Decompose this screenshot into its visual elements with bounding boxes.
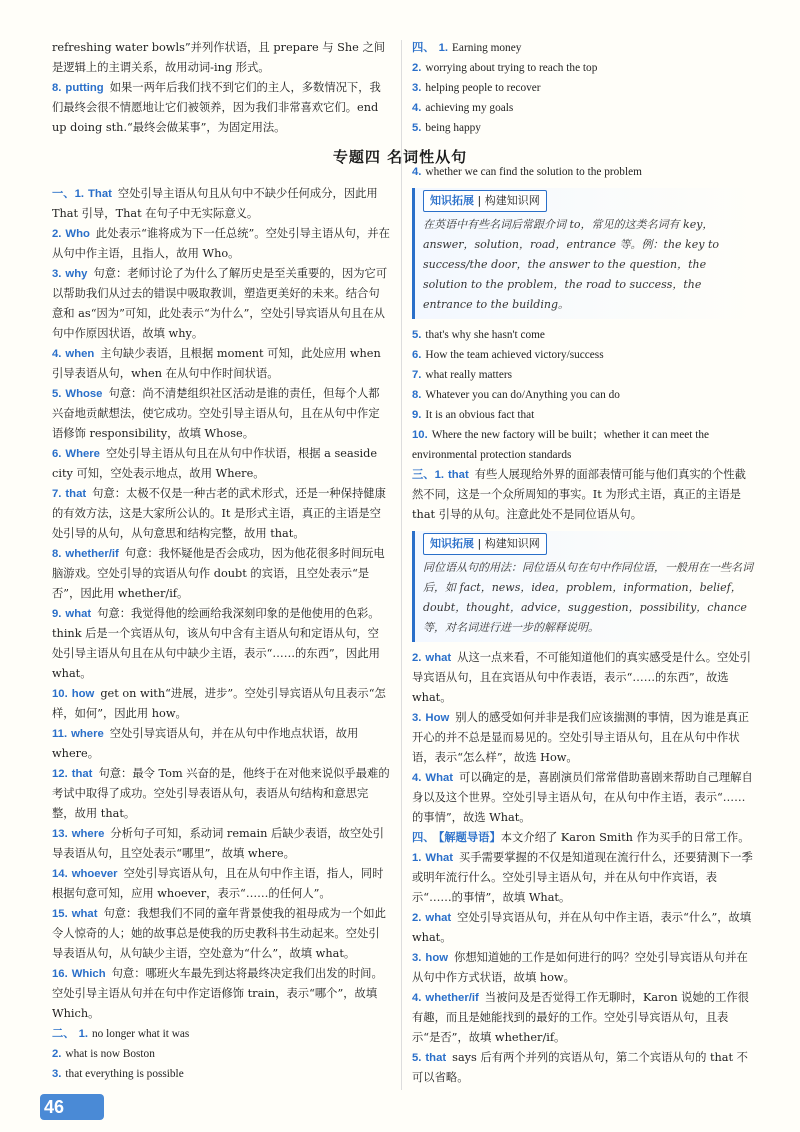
left-answer-text: 空处引导主语从句且在从句中作状语，根据 a seaside city 可知，空处表示地点，故用 Where。 bbox=[52, 447, 378, 480]
left-answer-text: 句意：我想我们不同的童年背景使我的祖母成为一个如此令人惊奇的人；她的故事总是使我的历史教科书生动起来。空处引导表语从句，从句缺少主语，空处意为“什么”，故填 what。 bbox=[52, 907, 386, 960]
top-left-item-8: 8. putting 如果一两年后我们找不到它们的主人，多数情况下，我们最终会很不情愿地让它们被领养，因为我们非常喜欢它们。end up doing sth.“最终会做某事”，为固定用法。 bbox=[52, 81, 381, 134]
part3-answer-text: 别人的感受如何并非是我们应该揣测的事情，因为谁是真正开心的并不总是显而易见的。空处引导主语从句，且在从句中作状语，表示“怎么样”，故选 How。 bbox=[412, 711, 750, 764]
left-answer-number: 13. bbox=[52, 828, 68, 840]
part4-answer-number: 5. bbox=[412, 1052, 422, 1064]
left-answer-12 bbox=[52, 764, 390, 824]
left-answer-list bbox=[52, 184, 390, 1024]
left-answer-text: 句意：最令 Tom 兴奋的是，他终于在对他来说似乎最难的考试中取得了成功。空处引导表语从句，表语从句结构和意思完整，故用 that。 bbox=[52, 767, 390, 820]
left-answer-number: 14. bbox=[52, 868, 68, 880]
right-answer-5 bbox=[412, 405, 754, 425]
left-answer-number: 6. bbox=[52, 448, 62, 460]
top-left-continuation: refreshing water bowls”并列作状语，且 prepare 与 She 之间是逻辑上的主谓关系，故用动词-ing 形式。 bbox=[52, 41, 386, 74]
right-answer-list bbox=[412, 325, 754, 465]
left-answer-answer: why bbox=[65, 268, 88, 280]
knowledge-box-1-body: 在英语中有些名词后常跟介词 to，常见的这类名词有 key，answer，solution，road，entrance 等。例：the key to success/the door，the answer to the question，the solution to the problem，the road to success，the entrance to the building。 bbox=[423, 218, 719, 311]
left-answer-answer: what bbox=[71, 908, 98, 920]
part4-answer-3 bbox=[412, 948, 754, 988]
left-answer-answer: Who bbox=[65, 228, 90, 240]
left-answer-1 bbox=[52, 184, 390, 224]
column-divider bbox=[401, 40, 402, 1090]
part4-answer-answer: how bbox=[425, 952, 449, 964]
part4-answer-answer: what bbox=[425, 912, 452, 924]
right-answer-number: 10. bbox=[412, 429, 428, 441]
part4-answer-answer: What bbox=[425, 852, 454, 864]
left-answer-answer: Whose bbox=[65, 388, 103, 400]
left-answer-number: 10. bbox=[52, 688, 68, 700]
part4-answer-answer: whether/if bbox=[425, 992, 479, 1004]
part4-answer-text: 当被问及是否觉得工作无聊时，Karon 说她的工作很有趣，而且是她能找到的最好的工作。空处引导宾语从句，且表示“是否”，故填 whether/if。 bbox=[412, 991, 749, 1044]
left-answer-answer: when bbox=[65, 348, 95, 360]
part2-item-3: 3. that everything is possible bbox=[52, 1068, 184, 1080]
part2-item-1: 二、 1. no longer what it was bbox=[52, 1028, 190, 1040]
left-answer-answer: where bbox=[71, 728, 104, 740]
left-answer-number: 2. bbox=[52, 228, 62, 240]
left-answer-number: 15. bbox=[52, 908, 68, 920]
left-answer-text: 句意：老师讨论了为什么了解历史是至关重要的，因为它可以帮助我们从过去的错误中吸取教训，塑造更美好的未来。结合句意和 as“因为”可知，此处表示“为什么”，空处引导宾语从句且在从句中作原因状语，故填 why。 bbox=[52, 267, 388, 340]
part4-answer-number: 1. bbox=[412, 852, 422, 864]
left-answer-text: get on with“进展，进步”。空处引导宾语从句且表示“怎样，如何”，因此用 how。 bbox=[52, 687, 386, 720]
page-number-badge bbox=[40, 1094, 104, 1120]
left-answer-answer: how bbox=[71, 688, 95, 700]
part3-answer-number: 4. bbox=[412, 772, 422, 784]
knowledge-box-2 bbox=[412, 531, 754, 642]
right-item-4: 4. whether we can find the solution to the problem bbox=[412, 166, 642, 178]
left-answer-7 bbox=[52, 484, 390, 544]
left-answer-answer: whoever bbox=[71, 868, 118, 880]
left-answer-answer: Where bbox=[65, 448, 100, 460]
right-answer-text: It is an obvious fact that bbox=[425, 409, 535, 421]
left-answer-6 bbox=[52, 444, 390, 484]
left-answer-answer: whether/if bbox=[65, 548, 119, 560]
knowledge-box-1-title: 知识拓展 | 构建知识网 bbox=[423, 190, 547, 212]
part4-answer-text: 你想知道她的工作是如何进行的吗？空处引导宾语从句并在从句中作方式状语，故填 how。 bbox=[412, 951, 748, 984]
left-answer-16 bbox=[52, 964, 390, 1024]
right-answer-text: How the team achieved victory/success bbox=[425, 349, 604, 361]
left-answer-number: 3. bbox=[52, 268, 62, 280]
left-answer-text: 主句缺少表语，且根据 moment 可知，此处应用 when 引导表语从句，when 在从句中作时间状语。 bbox=[52, 347, 381, 380]
page-number: 46 bbox=[44, 1096, 65, 1117]
right-answer-6 bbox=[412, 425, 754, 465]
part3-answer-text: 可以确定的是，喜剧演员们常常借助喜剧来帮助自己理解自身以及这个世界。空处引导主语从句，在从句中作主语，表示“……的事情”，故选 What。 bbox=[412, 771, 753, 824]
left-answer-5 bbox=[52, 384, 390, 444]
left-answer-15 bbox=[52, 904, 390, 964]
left-answer-text: 分析句子可知，系动词 remain 后缺少表语，故空处引导表语从句，且空处表示“哪里”，故填 where。 bbox=[52, 827, 384, 860]
part3-answer-2 bbox=[412, 708, 754, 768]
left-answer-answer: that bbox=[65, 488, 87, 500]
right-answer-2 bbox=[412, 345, 754, 365]
left-answer-text: 此处表示“谁将成为下一任总统”。空处引导主语从句，并在从句中作主语，且指人，故用 Who。 bbox=[52, 227, 390, 260]
section-title: 专题四 名词性从句 bbox=[332, 148, 468, 166]
right-answer-text: Where the new factory will be built；whether it can meet the environmental protection standards bbox=[412, 429, 710, 461]
left-answer-13 bbox=[52, 824, 390, 864]
left-answer-answer: that bbox=[71, 768, 93, 780]
left-answer-text: 空处引导宾语从句，并在从句中作地点状语，故用 where。 bbox=[52, 727, 359, 760]
part4-answer-text: 买手需要掌握的不仅是知道现在流行什么，还要猜测下一季或明年流行什么。空处引导主语从句，并在从句中作宾语，表示“……的事情”，故填 What。 bbox=[412, 851, 753, 904]
left-answer-text: 句意：我怀疑他是否会成功，因为他花很多时间玩电脑游戏。空处引导的宾语从句作 doubt 的宾语，且空处表示“是否”，因此用 whether/if。 bbox=[52, 547, 385, 600]
part4-top-item-1: 四、 1. Earning money bbox=[412, 42, 522, 54]
part2-item-2: 2. what is now Boston bbox=[52, 1048, 155, 1060]
part3-answer-number: 3. bbox=[412, 712, 422, 724]
part3-answer-3 bbox=[412, 768, 754, 828]
right-answer-text: that's why she hasn't come bbox=[425, 329, 545, 341]
part4-answer-text: says 后有两个并列的宾语从句，第二个宾语从句的 that 不可以省略。 bbox=[412, 1051, 748, 1084]
part4-answer-number: 3. bbox=[412, 952, 422, 964]
part3-item-1: 三、1. that 有些人展现给外界的面部表情可能与他们真实的个性截然不同，这是一个众所周知的事实。It 为形式主语，真正的主语是 that 引导的从句。注意此处不是同位语从句。 bbox=[412, 468, 746, 521]
part4-answer-number: 4. bbox=[412, 992, 422, 1004]
left-answer-number: 一、1. bbox=[52, 188, 85, 200]
left-answer-number: 4. bbox=[52, 348, 62, 360]
part3-answer-1 bbox=[412, 648, 754, 708]
right-answer-number: 7. bbox=[412, 369, 422, 381]
part4-answer-number: 2. bbox=[412, 912, 422, 924]
left-answer-8 bbox=[52, 544, 390, 604]
left-answer-answer: That bbox=[88, 188, 112, 200]
left-answer-11 bbox=[52, 724, 390, 764]
part4-answer-answer: that bbox=[425, 1052, 447, 1064]
part4-answer-list bbox=[412, 848, 754, 1088]
left-answer-9 bbox=[52, 604, 390, 684]
part3-answer-text: 从这一点来看，不可能知道他们的真实感受是什么。空处引导宾语从句，且在宾语从句中作表语，表示“……的东西”，故选 what。 bbox=[412, 651, 751, 704]
part4-top-item-3: 3. helping people to recover bbox=[412, 82, 541, 94]
left-answer-text: 空处引导主语从句且从句中不缺少任何成分，因此用 That 引导，That 在句子中无实际意义。 bbox=[52, 187, 378, 220]
left-answer-text: 句意：我觉得他的绘画给我深刻印象的是他使用的色彩。think 后是一个宾语从句，该从句中含有主语从句和定语从句，空处引导主语从句且在从句中缺少主语，表示“……的东西”，因此用 what。 bbox=[52, 607, 380, 680]
part4-top-item-4: 4. achieving my goals bbox=[412, 102, 514, 114]
left-column bbox=[52, 38, 390, 1084]
right-answer-3 bbox=[412, 365, 754, 385]
left-answer-number: 7. bbox=[52, 488, 62, 500]
right-answer-number: 9. bbox=[412, 409, 422, 421]
part4-answer-2 bbox=[412, 908, 754, 948]
left-answer-2 bbox=[52, 224, 390, 264]
part3-answer-answer: What bbox=[425, 772, 454, 784]
right-answer-number: 5. bbox=[412, 329, 422, 341]
part4-answer-5 bbox=[412, 1048, 754, 1088]
left-answer-text: 空处引导宾语从句，且在从句中作主语，指人，同时根据句意可知，应用 whoever，表示“……的任何人”。 bbox=[52, 867, 384, 900]
left-answer-answer: Which bbox=[71, 968, 106, 980]
right-column bbox=[412, 38, 754, 1088]
left-answer-text: 句意：哪班火车最先到达将最终决定我们出发的时间。空处引导主语从句并在句中作定语修饰 train，表示“哪个”，故填 Which。 bbox=[52, 967, 383, 1020]
left-answer-number: 5. bbox=[52, 388, 62, 400]
part4-top-item-2: 2. worrying about trying to reach the top bbox=[412, 62, 598, 74]
right-answer-1 bbox=[412, 325, 754, 345]
left-answer-text: 句意：尚不清楚组织社区活动是谁的责任，但每个人都兴奋地贡献想法，使它成功。空处引导主语从句，且在从句中作定语修饰 responsibility，故填 Whose。 bbox=[52, 387, 380, 440]
left-answer-answer: where bbox=[71, 828, 105, 840]
right-answer-4 bbox=[412, 385, 754, 405]
left-answer-number: 16. bbox=[52, 968, 68, 980]
left-answer-number: 9. bbox=[52, 608, 62, 620]
part3-answer-number: 2. bbox=[412, 652, 422, 664]
left-answer-14 bbox=[52, 864, 390, 904]
left-answer-4 bbox=[52, 344, 390, 384]
left-answer-3 bbox=[52, 264, 390, 344]
right-answer-text: what really matters bbox=[425, 369, 512, 381]
part4-answer-text: 空处引导宾语从句，并在从句中作主语，表示“什么”，故填 what。 bbox=[412, 911, 752, 944]
left-answer-text: 句意：太极不仅是一种古老的武术形式，还是一种保持健康的有效方法，这是大家所公认的。It 是形式主语，真正的主语是空处引导的从句，从句意思和结构完整，故用 that。 bbox=[52, 487, 386, 540]
part4-top-item-5: 5. being happy bbox=[412, 122, 481, 134]
knowledge-box-1 bbox=[412, 188, 754, 319]
left-answer-number: 8. bbox=[52, 548, 62, 560]
right-answer-number: 6. bbox=[412, 349, 422, 361]
part3-answer-list bbox=[412, 648, 754, 828]
part4-answer-1 bbox=[412, 848, 754, 908]
part4-answer-4 bbox=[412, 988, 754, 1048]
part3-answer-answer: what bbox=[425, 652, 452, 664]
right-answer-text: Whatever you can do/Anything you can do bbox=[425, 389, 620, 401]
part4-intro: 四、 【解题导语】本文介绍了 Karon Smith 作为买手的日常工作。 bbox=[412, 831, 750, 844]
left-answer-answer: what bbox=[65, 608, 92, 620]
right-answer-number: 8. bbox=[412, 389, 422, 401]
knowledge-box-2-title: 知识拓展 | 构建知识网 bbox=[423, 533, 547, 555]
left-answer-10 bbox=[52, 684, 390, 724]
left-answer-number: 12. bbox=[52, 768, 68, 780]
knowledge-box-2-body: 同位语从句的用法：同位语从句在句中作同位语，一般用在一些名词后，如 fact，news，idea，problem，information，belief，doubt，thought，advice，suggestion，possibility，chance 等，对名词进行进一步的解释说明。 bbox=[423, 561, 753, 634]
part3-answer-answer: How bbox=[425, 712, 450, 724]
left-answer-number: 11. bbox=[52, 728, 68, 740]
